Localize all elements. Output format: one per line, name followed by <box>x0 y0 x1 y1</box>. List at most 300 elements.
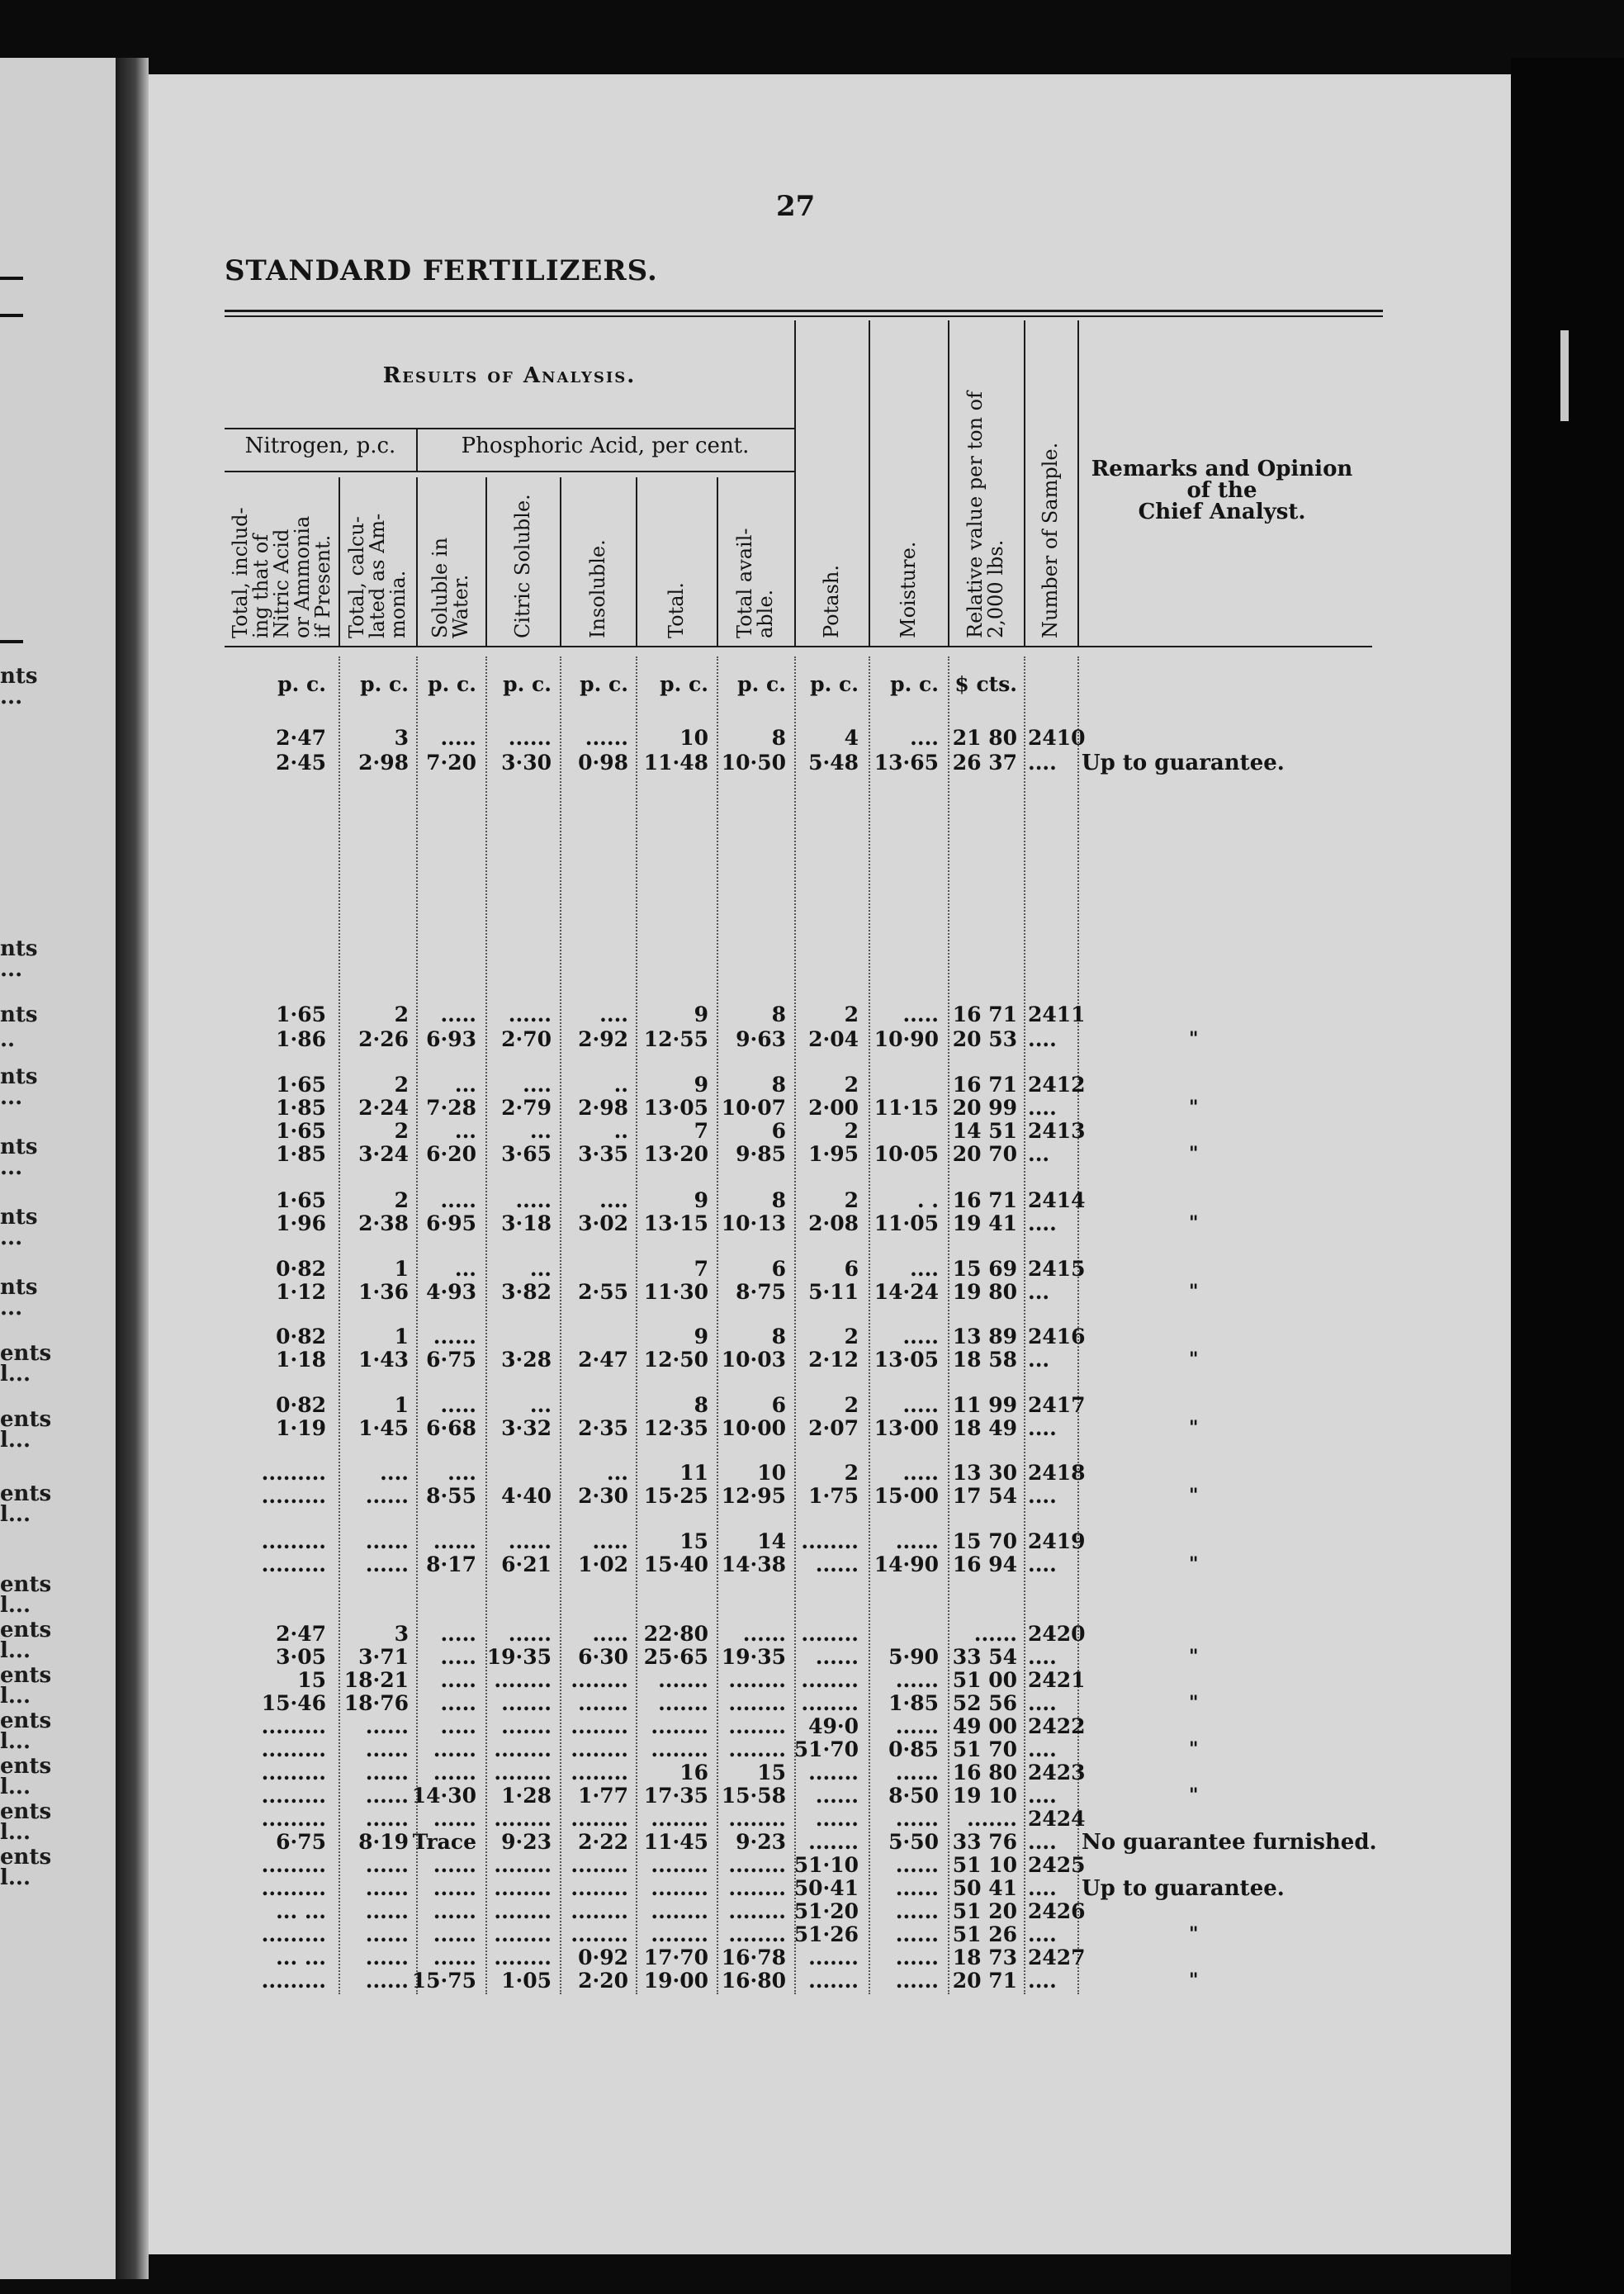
cell-n_ammonia: 3 <box>394 1622 409 1646</box>
cell-moisture: ..... <box>902 1393 939 1417</box>
cell-p_citric: 3·65 <box>501 1142 552 1166</box>
left-page-text: ents <box>0 1709 52 1733</box>
cell-n_total: ......... <box>261 1714 326 1738</box>
cell-p_avail: ........ <box>728 1737 786 1761</box>
cell-value: 50 41 <box>952 1876 1017 1900</box>
cell-value: 16 71 <box>952 1188 1017 1212</box>
cell-value: 20 53 <box>952 1027 1017 1051</box>
unit-label: p. c. <box>428 672 476 696</box>
cell-p_insol: ...... <box>585 726 628 750</box>
table-row <box>0 1923 1624 1946</box>
cell-n_ammonia: 1·36 <box>358 1280 409 1304</box>
cell-p_water: ..... <box>440 1002 476 1026</box>
column-rule <box>869 320 870 646</box>
table-row <box>0 1281 1624 1304</box>
cell-potash: ....... <box>808 1969 859 1993</box>
left-page-dash <box>0 640 23 643</box>
cell-p_avail: ........ <box>728 1691 786 1715</box>
table-header-rule <box>225 646 1372 647</box>
cell-potash: 2·12 <box>808 1348 859 1372</box>
table-row <box>0 1900 1624 1923</box>
cell-moisture: ...... <box>895 1876 939 1900</box>
cell-p_total: ....... <box>658 1691 708 1715</box>
table-row <box>0 751 1624 775</box>
cell-n_ammonia: 2·24 <box>358 1096 409 1120</box>
cell-value: 17 54 <box>952 1484 1017 1508</box>
cell-potash: 50·41 <box>793 1876 859 1900</box>
cell-moisture: ...... <box>895 1922 939 1946</box>
group-results-of-analysis: Results of Analysis. <box>382 363 637 388</box>
cell-value: 15 70 <box>952 1529 1017 1553</box>
cell-p_avail: 16·80 <box>721 1969 786 1993</box>
cell-n_total: ... ... <box>276 1946 326 1969</box>
cell-potash: ....... <box>808 1830 859 1854</box>
cell-potash: 2 <box>844 1188 859 1212</box>
cell-n_total: 0·82 <box>276 1325 326 1348</box>
left-page-dash <box>0 277 23 280</box>
cell-p_total: 25·65 <box>643 1645 708 1669</box>
table-row <box>0 1854 1624 1877</box>
remark-ditto: " <box>1189 1143 1199 1164</box>
left-page-text: nts <box>0 1064 38 1089</box>
cell-n_ammonia: 18·76 <box>343 1691 409 1715</box>
cell-n_ammonia: 2·38 <box>358 1211 409 1235</box>
cell-n_ammonia: ...... <box>365 1761 409 1784</box>
cell-n_ammonia: 2·26 <box>358 1027 409 1051</box>
cell-n_ammonia: ...... <box>365 1969 409 1993</box>
cell-moisture: 15·00 <box>874 1484 939 1508</box>
cell-p_avail: 8 <box>771 726 786 750</box>
cell-n_ammonia: 2 <box>394 1073 409 1097</box>
cell-p_total: 22·80 <box>643 1622 708 1646</box>
cell-p_water: 7·20 <box>426 751 476 775</box>
cell-p_citric: 2·79 <box>501 1096 552 1120</box>
table-row <box>0 1348 1624 1372</box>
cell-p_avail: ........ <box>728 1668 786 1692</box>
table-row <box>0 1417 1624 1440</box>
cell-potash: 1·75 <box>808 1484 859 1508</box>
cell-value: 51 26 <box>952 1922 1017 1946</box>
cell-p_citric: 6·21 <box>501 1552 552 1576</box>
unit-label: p. c. <box>360 672 409 696</box>
column-header-sample <box>1024 326 1077 642</box>
table-row <box>0 1074 1624 1097</box>
unit-label: p. c. <box>580 672 628 696</box>
column-header-p_avail <box>717 477 794 642</box>
cell-p_insol: 0·98 <box>578 751 628 775</box>
cell-p_water: 6·75 <box>426 1348 476 1372</box>
left-page-text: ents <box>0 1572 52 1597</box>
left-page-text: ents <box>0 1341 52 1366</box>
cell-p_water: ...... <box>433 1325 476 1348</box>
cell-n_total: 3·05 <box>276 1645 326 1669</box>
cell-moisture: ...... <box>895 1969 939 1993</box>
cell-p_insol: ..... <box>592 1529 628 1553</box>
cell-p_water: ...... <box>433 1876 476 1900</box>
cell-p_citric: ....... <box>501 1714 552 1738</box>
column-header-label: Total avail- able. <box>733 528 777 638</box>
cell-sample: 2415 <box>1028 1257 1086 1281</box>
cell-p_water: ..... <box>440 1714 476 1738</box>
cell-p_total: 16 <box>679 1761 708 1784</box>
cell-sample: .... <box>1028 1552 1057 1576</box>
table-top-rule-2 <box>225 315 1383 317</box>
cell-value: ....... <box>967 1807 1017 1831</box>
cell-value: 18 58 <box>952 1348 1017 1372</box>
left-page-text: ents <box>0 1407 52 1432</box>
table-row <box>0 1325 1624 1348</box>
cell-p_citric: ...... <box>508 1529 552 1553</box>
table-row <box>0 1784 1624 1808</box>
cell-p_water: 8·55 <box>426 1484 476 1508</box>
cell-n_ammonia: ...... <box>365 1737 409 1761</box>
cell-n_ammonia: 3 <box>394 726 409 750</box>
remark-text: Up to guarantee. <box>1082 1876 1285 1901</box>
cell-p_water: ...... <box>433 1807 476 1831</box>
cell-value: 19 41 <box>952 1211 1017 1235</box>
unit-label: p. c. <box>810 672 859 696</box>
column-rule <box>717 477 718 646</box>
remark-ditto: " <box>1189 1646 1199 1667</box>
cell-value: 16 80 <box>952 1761 1017 1784</box>
cell-n_ammonia: 2·98 <box>358 751 409 775</box>
cell-potash: 2·00 <box>808 1096 859 1120</box>
cell-potash: 2 <box>844 1073 859 1097</box>
cell-n_total: 15 <box>297 1668 326 1692</box>
cell-p_insol: 6·30 <box>578 1645 628 1669</box>
cell-p_water: ... <box>454 1073 476 1097</box>
remark-text: No guarantee furnished. <box>1082 1830 1377 1855</box>
column-rule <box>794 320 796 646</box>
cell-p_insol: ........ <box>571 1714 628 1738</box>
cell-p_water: ..... <box>440 1188 476 1212</box>
cell-p_insol: .. <box>613 1073 628 1097</box>
cell-p_avail: 14·38 <box>721 1552 786 1576</box>
cell-n_ammonia: ...... <box>365 1876 409 1900</box>
column-rule <box>636 477 637 646</box>
left-page-text: l... <box>0 1775 31 1799</box>
cell-sample: .... <box>1028 1416 1057 1440</box>
left-page-text: nts <box>0 936 38 961</box>
cell-potash: ....... <box>808 1946 859 1969</box>
cell-p_water: .... <box>447 1461 476 1485</box>
cell-p_insol: ........ <box>571 1668 628 1692</box>
cell-p_citric: ........ <box>494 1807 552 1831</box>
cell-sample: 2422 <box>1028 1714 1086 1738</box>
cell-moisture: ..... <box>902 1461 939 1485</box>
cell-p_avail: 12·95 <box>721 1484 786 1508</box>
column-rule <box>1024 320 1025 646</box>
cell-potash: 51·70 <box>793 1737 859 1761</box>
column-header-label: Total, calcu- lated as Am- monia. <box>344 513 410 638</box>
unit-label: p. c. <box>660 672 708 696</box>
left-page-text: ... <box>0 1296 23 1320</box>
cell-sample: 2410 <box>1028 726 1086 750</box>
left-page-text: l... <box>0 1428 31 1453</box>
cell-potash: ........ <box>801 1622 859 1646</box>
cell-p_total: ....... <box>658 1668 708 1692</box>
left-page-text: l... <box>0 1865 31 1890</box>
cell-value: 11 99 <box>952 1393 1017 1417</box>
cell-p_water: ...... <box>433 1922 476 1946</box>
cell-p_water: 7·28 <box>426 1096 476 1120</box>
cell-potash: 1·95 <box>808 1142 859 1166</box>
cell-potash: 2 <box>844 1002 859 1026</box>
cell-n_ammonia: ...... <box>365 1807 409 1831</box>
table-row <box>0 1530 1624 1553</box>
cell-n_total: 1·65 <box>276 1188 326 1212</box>
cell-p_water: 8·17 <box>426 1552 476 1576</box>
cell-p_avail: 8 <box>771 1002 786 1026</box>
cell-p_avail: 8 <box>771 1325 786 1348</box>
cell-n_total: 2·45 <box>276 751 326 775</box>
remark-ditto: " <box>1189 1553 1199 1575</box>
cell-n_ammonia: ...... <box>365 1899 409 1923</box>
cell-p_water: ...... <box>433 1946 476 1969</box>
cell-p_total: 11·48 <box>643 751 708 775</box>
table-row <box>0 1669 1624 1692</box>
left-page-text: ents <box>0 1845 52 1870</box>
cell-value: 15 69 <box>952 1257 1017 1281</box>
cell-n_ammonia: ...... <box>365 1552 409 1576</box>
cell-n_ammonia: ...... <box>365 1922 409 1946</box>
cell-moisture: ...... <box>895 1807 939 1831</box>
cell-p_water: ...... <box>433 1853 476 1877</box>
cell-p_total: 12·35 <box>643 1416 708 1440</box>
cell-moisture: ...... <box>895 1761 939 1784</box>
cell-p_avail: 14 <box>757 1529 786 1553</box>
cell-p_total: 13·20 <box>643 1142 708 1166</box>
cell-potash: 4 <box>844 726 859 750</box>
cell-moisture: ..... <box>902 1325 939 1348</box>
table-row <box>0 1028 1624 1051</box>
left-page-text: nts <box>0 664 38 689</box>
cell-moisture: 0·85 <box>888 1737 939 1761</box>
cell-potash: ...... <box>815 1552 859 1576</box>
table-row <box>0 1761 1624 1784</box>
cell-sample: ... <box>1028 1348 1050 1372</box>
cell-p_insol: 2·30 <box>578 1484 628 1508</box>
cell-p_citric: ........ <box>494 1899 552 1923</box>
cell-n_total: 6·75 <box>276 1830 326 1854</box>
cell-p_total: ........ <box>651 1737 708 1761</box>
cell-p_insol: ........ <box>571 1807 628 1831</box>
cell-value: 51 10 <box>952 1853 1017 1877</box>
left-page-text: nts <box>0 1205 38 1230</box>
remark-ditto: " <box>1189 1485 1199 1506</box>
cell-n_ammonia: 1 <box>394 1393 409 1417</box>
cell-p_citric: ........ <box>494 1853 552 1877</box>
cell-value: 13 89 <box>952 1325 1017 1348</box>
cell-sample: .... <box>1028 1876 1057 1900</box>
cell-n_total: 1·96 <box>276 1211 326 1235</box>
cell-sample: 2419 <box>1028 1529 1086 1553</box>
cell-p_total: ........ <box>651 1714 708 1738</box>
cell-p_avail: 8 <box>771 1188 786 1212</box>
cell-moisture: 14·90 <box>874 1552 939 1576</box>
cell-sample: 2417 <box>1028 1393 1086 1417</box>
cell-p_citric: ....... <box>501 1691 552 1715</box>
cell-p_avail: ........ <box>728 1899 786 1923</box>
cell-n_ammonia: 1·45 <box>358 1416 409 1440</box>
cell-sample: 2412 <box>1028 1073 1086 1097</box>
cell-sample: 2423 <box>1028 1761 1086 1784</box>
column-header-label: Relative value per ton of 2,000 lbs. <box>964 391 1007 638</box>
cell-value: 14 51 <box>952 1119 1017 1143</box>
cell-n_total: ......... <box>261 1784 326 1808</box>
cell-p_citric: ........ <box>494 1876 552 1900</box>
cell-moisture: ...... <box>895 1529 939 1553</box>
column-header-label: Total. <box>664 582 688 638</box>
cell-p_avail: 9·85 <box>736 1142 786 1166</box>
cell-p_water: ..... <box>440 1622 476 1646</box>
cell-p_water: 6·95 <box>426 1211 476 1235</box>
remark-ditto: " <box>1189 1212 1199 1234</box>
cell-p_citric: 19·35 <box>486 1645 552 1669</box>
left-page-text: .. <box>0 1027 16 1052</box>
table-row <box>0 1258 1624 1281</box>
cell-p_insol: 2·22 <box>578 1830 628 1854</box>
cell-sample: 2416 <box>1028 1325 1086 1348</box>
cell-p_total: 11 <box>679 1461 708 1485</box>
cell-p_citric: ........ <box>494 1922 552 1946</box>
group-nitrogen: Nitrogen, p.c. <box>244 434 396 458</box>
cell-value: 33 76 <box>952 1830 1017 1854</box>
left-page-text: l... <box>0 1684 31 1709</box>
column-header-p_insol <box>560 477 636 642</box>
cell-p_citric: ...... <box>508 726 552 750</box>
cell-moisture: 5·50 <box>888 1830 939 1854</box>
left-page-dash <box>0 314 23 317</box>
cell-n_total: ......... <box>261 1761 326 1784</box>
cell-p_total: 11·30 <box>643 1280 708 1304</box>
cell-p_citric: 9·23 <box>501 1830 552 1854</box>
cell-n_total: ......... <box>261 1529 326 1553</box>
cell-p_total: 15·25 <box>643 1484 708 1508</box>
cell-sample: 2424 <box>1028 1807 1086 1831</box>
cell-p_water: ..... <box>440 1691 476 1715</box>
cell-n_ammonia: 3·71 <box>358 1645 409 1669</box>
column-rule <box>339 477 340 646</box>
cell-n_ammonia: 1 <box>394 1325 409 1348</box>
column-header-value <box>948 326 1024 642</box>
table-row <box>0 1715 1624 1738</box>
cell-value: 20 70 <box>952 1142 1017 1166</box>
column-header-label: Moisture. <box>896 541 920 638</box>
left-page-text: ents <box>0 1663 52 1688</box>
cell-sample: .... <box>1028 751 1057 775</box>
cell-p_total: 9 <box>694 1325 708 1348</box>
cell-p_avail: 8·75 <box>736 1280 786 1304</box>
cell-sample: ... <box>1028 1142 1050 1166</box>
cell-moisture: ...... <box>895 1899 939 1923</box>
cell-p_insol: 3·35 <box>578 1142 628 1166</box>
cell-value: 19 80 <box>952 1280 1017 1304</box>
cell-p_avail: 9·63 <box>736 1027 786 1051</box>
cell-p_insol: 1·77 <box>578 1784 628 1808</box>
cell-p_avail: 10·13 <box>721 1211 786 1235</box>
cell-value: 20 71 <box>952 1969 1017 1993</box>
cell-p_avail: 10·07 <box>721 1096 786 1120</box>
cell-value: 26 37 <box>952 751 1017 775</box>
cell-p_insol: 2·55 <box>578 1280 628 1304</box>
table-row <box>0 1143 1624 1166</box>
column-header-n_ammonia <box>339 477 416 642</box>
cell-potash: 51·10 <box>793 1853 859 1877</box>
cell-p_total: 12·55 <box>643 1027 708 1051</box>
cell-sample: 2414 <box>1028 1188 1086 1212</box>
table-row <box>0 1097 1624 1120</box>
cell-p_total: 19·00 <box>643 1969 708 1993</box>
cell-n_total: ......... <box>261 1807 326 1831</box>
cell-p_insol: 2·98 <box>578 1096 628 1120</box>
column-header-label: Number of Sample. <box>1039 442 1062 638</box>
cell-p_water: ...... <box>433 1737 476 1761</box>
cell-sample: 2411 <box>1028 1002 1086 1026</box>
cell-p_citric: ........ <box>494 1946 552 1969</box>
cell-p_insol: ........ <box>571 1922 628 1946</box>
column-rule <box>416 477 418 646</box>
cell-p_insol: .... <box>599 1002 628 1026</box>
table-row <box>0 1877 1624 1900</box>
cell-value: 19 10 <box>952 1784 1017 1808</box>
cell-value: 16 94 <box>952 1552 1017 1576</box>
cell-n_ammonia: ...... <box>365 1484 409 1508</box>
cell-p_avail: 10·03 <box>721 1348 786 1372</box>
cell-potash: 2 <box>844 1461 859 1485</box>
cell-n_total: ......... <box>261 1461 326 1485</box>
cell-potash: 5·11 <box>808 1280 859 1304</box>
remark-ditto: " <box>1189 1348 1199 1370</box>
cell-p_insol: 2·92 <box>578 1027 628 1051</box>
cell-p_total: ........ <box>651 1922 708 1946</box>
column-header-moisture <box>869 477 948 642</box>
cell-p_total: ........ <box>651 1899 708 1923</box>
cell-n_ammonia: 2 <box>394 1002 409 1026</box>
cell-n_ammonia: ...... <box>365 1714 409 1738</box>
table-row <box>0 727 1624 750</box>
cell-sample: .... <box>1028 1027 1057 1051</box>
table-row <box>0 1738 1624 1761</box>
units-row <box>0 673 1624 696</box>
cell-n_ammonia: ...... <box>365 1853 409 1877</box>
cell-p_avail: ........ <box>728 1853 786 1877</box>
cell-p_insol: ....... <box>578 1691 628 1715</box>
cell-potash: ...... <box>815 1807 859 1831</box>
cell-sample: 2413 <box>1028 1119 1086 1143</box>
cell-p_avail: ........ <box>728 1876 786 1900</box>
unit-label: p. c. <box>503 672 552 696</box>
cell-p_total: 7 <box>694 1119 708 1143</box>
cell-n_total: ......... <box>261 1969 326 1993</box>
cell-p_citric: 3·28 <box>501 1348 552 1372</box>
unit-label: $ cts. <box>954 672 1017 696</box>
left-page-text: nts <box>0 1002 38 1027</box>
left-page-text: ... <box>0 685 23 709</box>
cell-p_total: ........ <box>651 1807 708 1831</box>
table-row <box>0 1831 1624 1854</box>
table-row <box>0 1212 1624 1235</box>
cell-moisture: . . <box>916 1188 939 1212</box>
cell-moisture: 5·90 <box>888 1645 939 1669</box>
cell-sample: ... <box>1028 1280 1050 1304</box>
left-page-text: ents <box>0 1754 52 1779</box>
cell-p_avail: 15·58 <box>721 1784 786 1808</box>
cell-p_citric: 1·05 <box>501 1969 552 1993</box>
cell-p_citric: 1·28 <box>501 1784 552 1808</box>
cell-p_avail: 8 <box>771 1073 786 1097</box>
left-page-text: l... <box>0 1729 31 1754</box>
